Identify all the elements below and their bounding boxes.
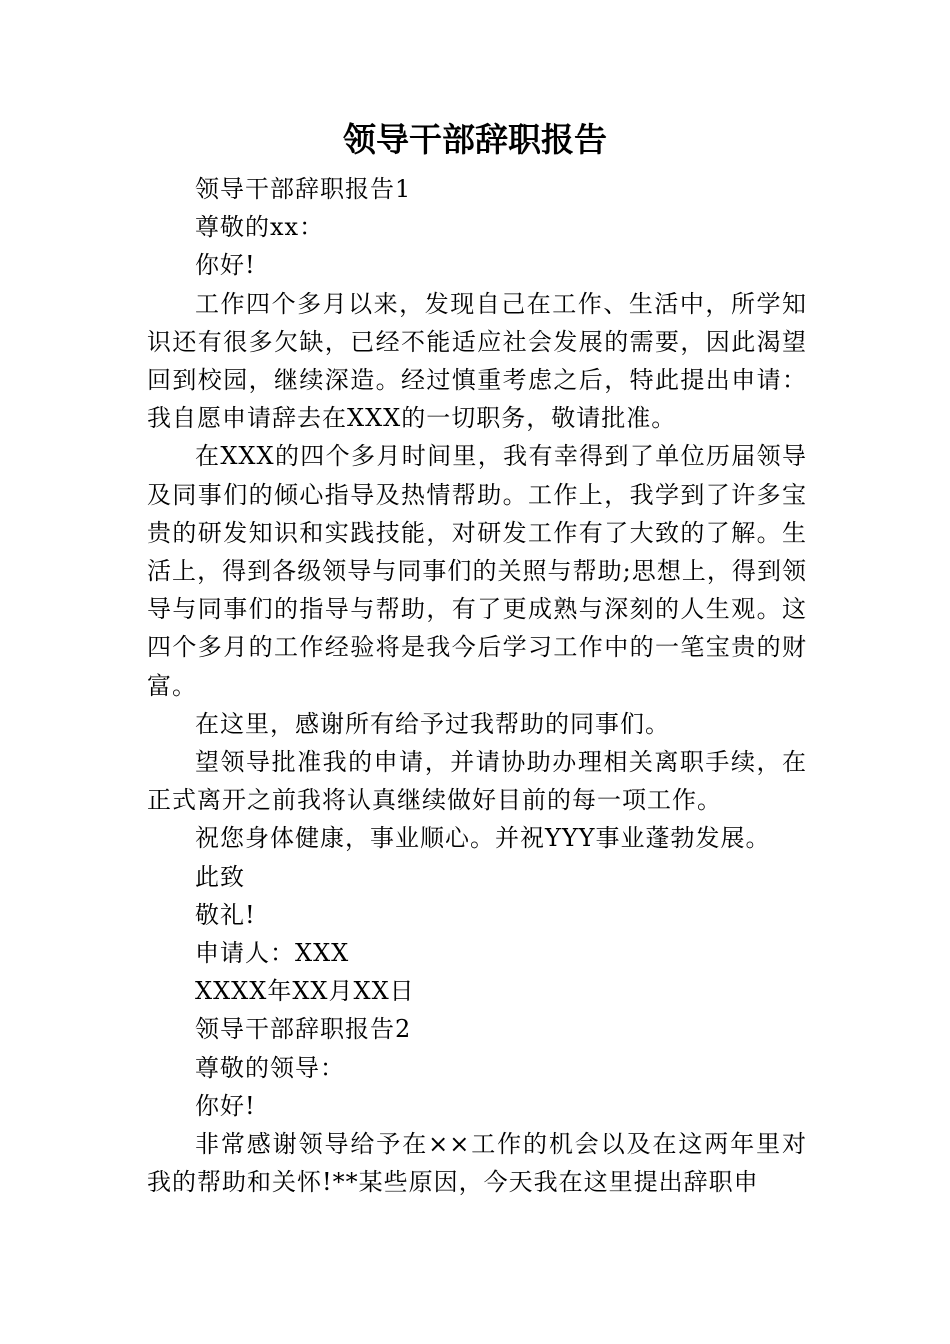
salutation: 尊敬的xx： bbox=[195, 213, 325, 242]
greeting: 你好! bbox=[195, 1091, 256, 1120]
paragraph: 祝您身体健康，事业顺心。并祝YYY事业蓬勃发展。 bbox=[195, 824, 771, 853]
closing: 此致 bbox=[195, 862, 245, 891]
document-title: 领导干部辞职报告 bbox=[343, 120, 607, 159]
section-heading: 领导干部辞职报告1 bbox=[195, 175, 412, 203]
paragraph: 在XXX的四个多月时间里，我有幸得到了单位历届领导及同事们的倾心指导及热情帮助。工作上，我学到了许多宝贵的研发知识和实践技能，对研发工作有了大致的了解。生活上，得到各级领导与同事们的关照与帮助;思想上，得到领导与同事们的指导与帮助，有了更成熟与深刻的人生观。这四个多月的工作经验将是我今后学习工作中的一笔宝贵的财富。 bbox=[147, 442, 807, 700]
closing: 敬礼! bbox=[195, 900, 256, 929]
section-heading: 领导干部辞职报告2 bbox=[195, 1015, 412, 1044]
paragraph: 非常感谢领导给予在××工作的机会以及在这两年里对我的帮助和关怀!**某些原因，今天我在这里提出辞职申 bbox=[147, 1130, 807, 1197]
document-body bbox=[147, 170, 807, 1201]
greeting: 你好! bbox=[195, 251, 256, 280]
date: XXXX年XX月XX日 bbox=[195, 977, 415, 1006]
paragraph: 望领导批准我的申请，并请协助办理相关离职手续，在正式离开之前我将认真继续做好目前的每一项工作。 bbox=[147, 748, 807, 815]
paragraph: 在这里，感谢所有给予过我帮助的同事们。 bbox=[195, 709, 670, 738]
paragraph: 工作四个多月以来，发现自己在工作、生活中，所学知识还有很多欠缺，已经不能适应社会发展的需要，因此渴望回到校园，继续深造。经过慎重考虑之后，特此提出申请：我自愿申请辞去在XXX的一切职务，敬请批准。 bbox=[147, 289, 807, 433]
salutation: 尊敬的领导： bbox=[195, 1053, 345, 1082]
applicant: 申请人：XXX bbox=[195, 939, 350, 968]
